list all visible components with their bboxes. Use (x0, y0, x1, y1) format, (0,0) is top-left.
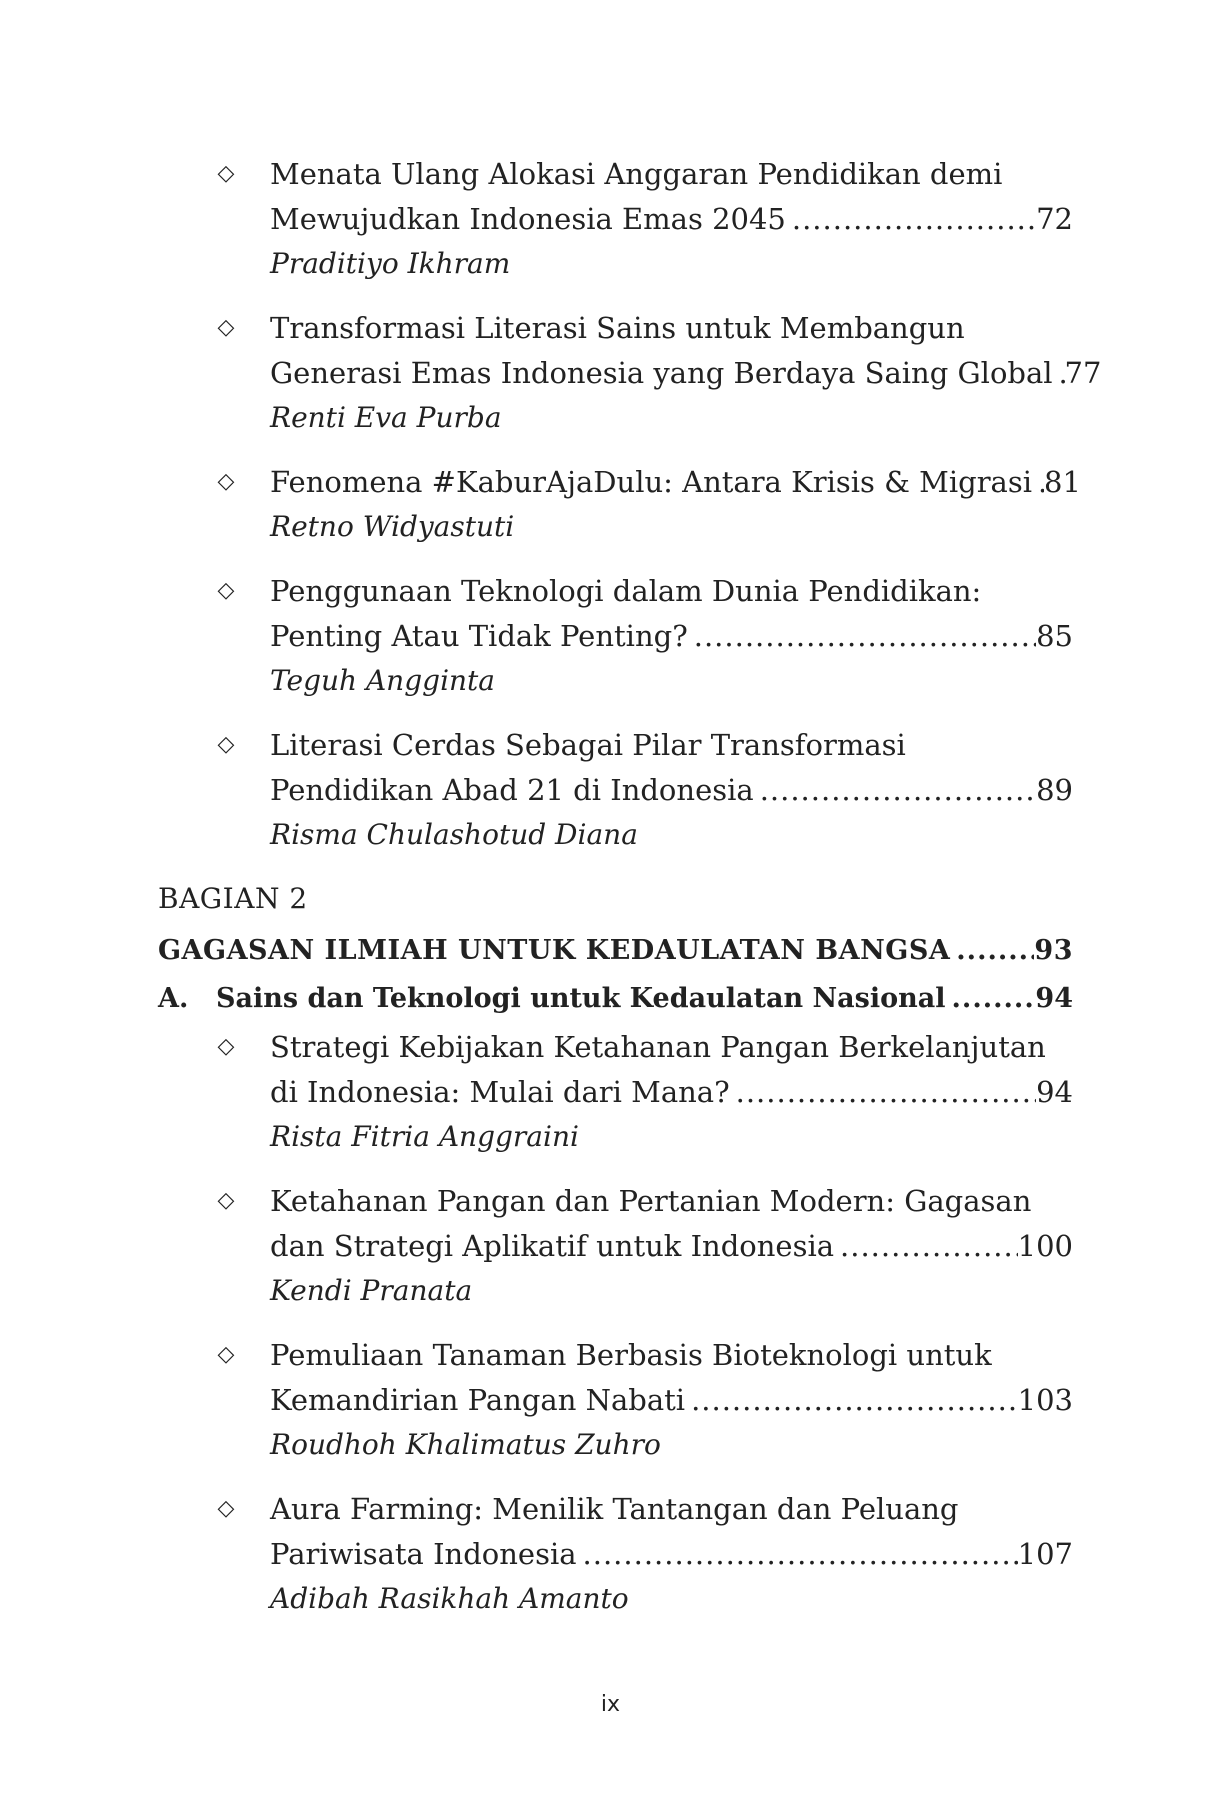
entry-title-text: Mewujudkan Indonesia Emas 2045 (270, 202, 786, 236)
entry-title-last-line (270, 460, 1081, 505)
entry-title-line: Aura Farming: Menilik Tantangan dan Peluang (270, 1492, 959, 1526)
entry-author: Praditiyo Ikhram (270, 247, 511, 280)
part1-entry-list (158, 152, 1102, 856)
entry-title-last-line (270, 614, 1073, 659)
entry-author: Roudhoh Khalimatus Zuhro (270, 1428, 661, 1461)
diamond-bullet-icon: ◇ (217, 732, 235, 757)
entry-title-text: Pendidikan Abad 21 di Indonesia (270, 773, 754, 807)
entry-title-last-line (270, 1378, 1073, 1423)
dot-leader (730, 1070, 1036, 1115)
diamond-bullet-icon: ◇ (217, 578, 235, 603)
entry-title-text: Pariwisata Indonesia (270, 1537, 577, 1571)
entry-title-line: Penggunaan Teknologi dalam Dunia Pendidikan: (270, 574, 982, 608)
dot-leader (834, 1224, 1018, 1269)
toc-entry (158, 306, 1102, 439)
toc-entry (158, 569, 1073, 702)
entry-title-text: dan Strategi Aplikatif untuk Indonesia (270, 1229, 835, 1263)
entry-title-line: Strategi Kebijakan Ketahanan Pangan Berkelanjutan (270, 1030, 1046, 1064)
dot-leader (577, 1532, 1018, 1577)
dot-leader (950, 927, 1034, 975)
entry-page-number: 81 (1044, 465, 1081, 499)
toc-entry (158, 1333, 1073, 1466)
entry-page-number: 94 (1036, 1075, 1073, 1109)
diamond-bullet-icon: ◇ (217, 1342, 235, 1367)
entry-title-text: Generasi Emas Indonesia yang Berdaya Saing Global (270, 356, 1053, 390)
diamond-bullet-icon: ◇ (217, 1496, 235, 1521)
diamond-bullet-icon: ◇ (217, 315, 235, 340)
entry-page-number: 72 (1036, 202, 1073, 236)
part-title: GAGASAN ILMIAH UNTUK KEDAULATAN BANGSA (158, 935, 951, 966)
entry-title-last-line (270, 768, 1073, 813)
part-page-number: 93 (1034, 935, 1073, 966)
entry-title-text: Penting Atau Tidak Penting? (270, 619, 688, 653)
page-number: ix (600, 1692, 621, 1717)
entry-title-last-line (270, 1532, 1073, 1577)
entry-title-line: Menata Ulang Alokasi Anggaran Pendidikan demi (270, 157, 1003, 191)
entry-page-number: 103 (1017, 1383, 1073, 1417)
section-a-entry-list (158, 1025, 1073, 1620)
dot-leader (685, 1378, 1018, 1423)
entry-title-text: Kemandirian Pangan Nabati (270, 1383, 686, 1417)
entry-title-text: Fenomena #KaburAjaDulu: Antara Krisis & Migrasi (270, 465, 1033, 499)
entry-page-number: 89 (1036, 773, 1073, 807)
part-title-entry (158, 927, 1073, 975)
entry-page-number: 107 (1017, 1537, 1073, 1571)
part-label: BAGIAN 2 (158, 882, 308, 915)
diamond-bullet-icon: ◇ (217, 1188, 235, 1213)
toc-entry (158, 1487, 1073, 1620)
entry-author: Kendi Pranata (270, 1274, 473, 1307)
dot-leader (754, 768, 1036, 813)
diamond-bullet-icon: ◇ (217, 469, 235, 494)
toc-entry (158, 1179, 1073, 1312)
entry-title-last-line (270, 1070, 1073, 1115)
dot-leader (946, 975, 1036, 1023)
entry-author: Rista Fitria Anggraini (270, 1120, 579, 1153)
section-letter: A. (158, 983, 189, 1014)
diamond-bullet-icon: ◇ (217, 1034, 235, 1059)
dot-leader (688, 614, 1036, 659)
entry-author: Teguh Angginta (270, 664, 495, 697)
table-of-contents (158, 152, 1102, 1641)
toc-entry (158, 152, 1073, 285)
diamond-bullet-icon: ◇ (217, 161, 235, 186)
entry-title-line: Literasi Cerdas Sebagai Pilar Transformasi (270, 728, 906, 762)
entry-title-line: Pemuliaan Tanaman Berbasis Bioteknologi untuk (270, 1338, 992, 1372)
section-heading (158, 975, 1073, 1023)
entry-title-last-line (270, 1224, 1073, 1269)
toc-entry (158, 1025, 1073, 1158)
entry-author: Renti Eva Purba (270, 401, 502, 434)
toc-entry (158, 460, 1081, 548)
entry-author: Retno Widyastuti (270, 510, 515, 543)
section-page-number: 94 (1035, 983, 1073, 1014)
entry-title-text: di Indonesia: Mulai dari Mana? (270, 1075, 730, 1109)
entry-title-last-line (270, 197, 1073, 242)
entry-author: Risma Chulashotud Diana (270, 818, 638, 851)
entry-author: Adibah Rasikhah Amanto (270, 1582, 629, 1615)
entry-title-line: Ketahanan Pangan dan Pertanian Modern: Gagasan (270, 1184, 1032, 1218)
dot-leader (1032, 460, 1044, 505)
entry-title-line: Transformasi Literasi Sains untuk Membangun (270, 311, 965, 345)
toc-entry (158, 723, 1073, 856)
entry-page-number: 77 (1064, 356, 1102, 390)
section-title: Sains dan Teknologi untuk Kedaulatan Nasional (216, 983, 946, 1014)
dot-leader (786, 197, 1036, 242)
dot-leader (1053, 351, 1065, 396)
entry-title-last-line (270, 351, 1102, 396)
entry-page-number: 85 (1036, 619, 1073, 653)
entry-page-number: 100 (1017, 1229, 1073, 1263)
